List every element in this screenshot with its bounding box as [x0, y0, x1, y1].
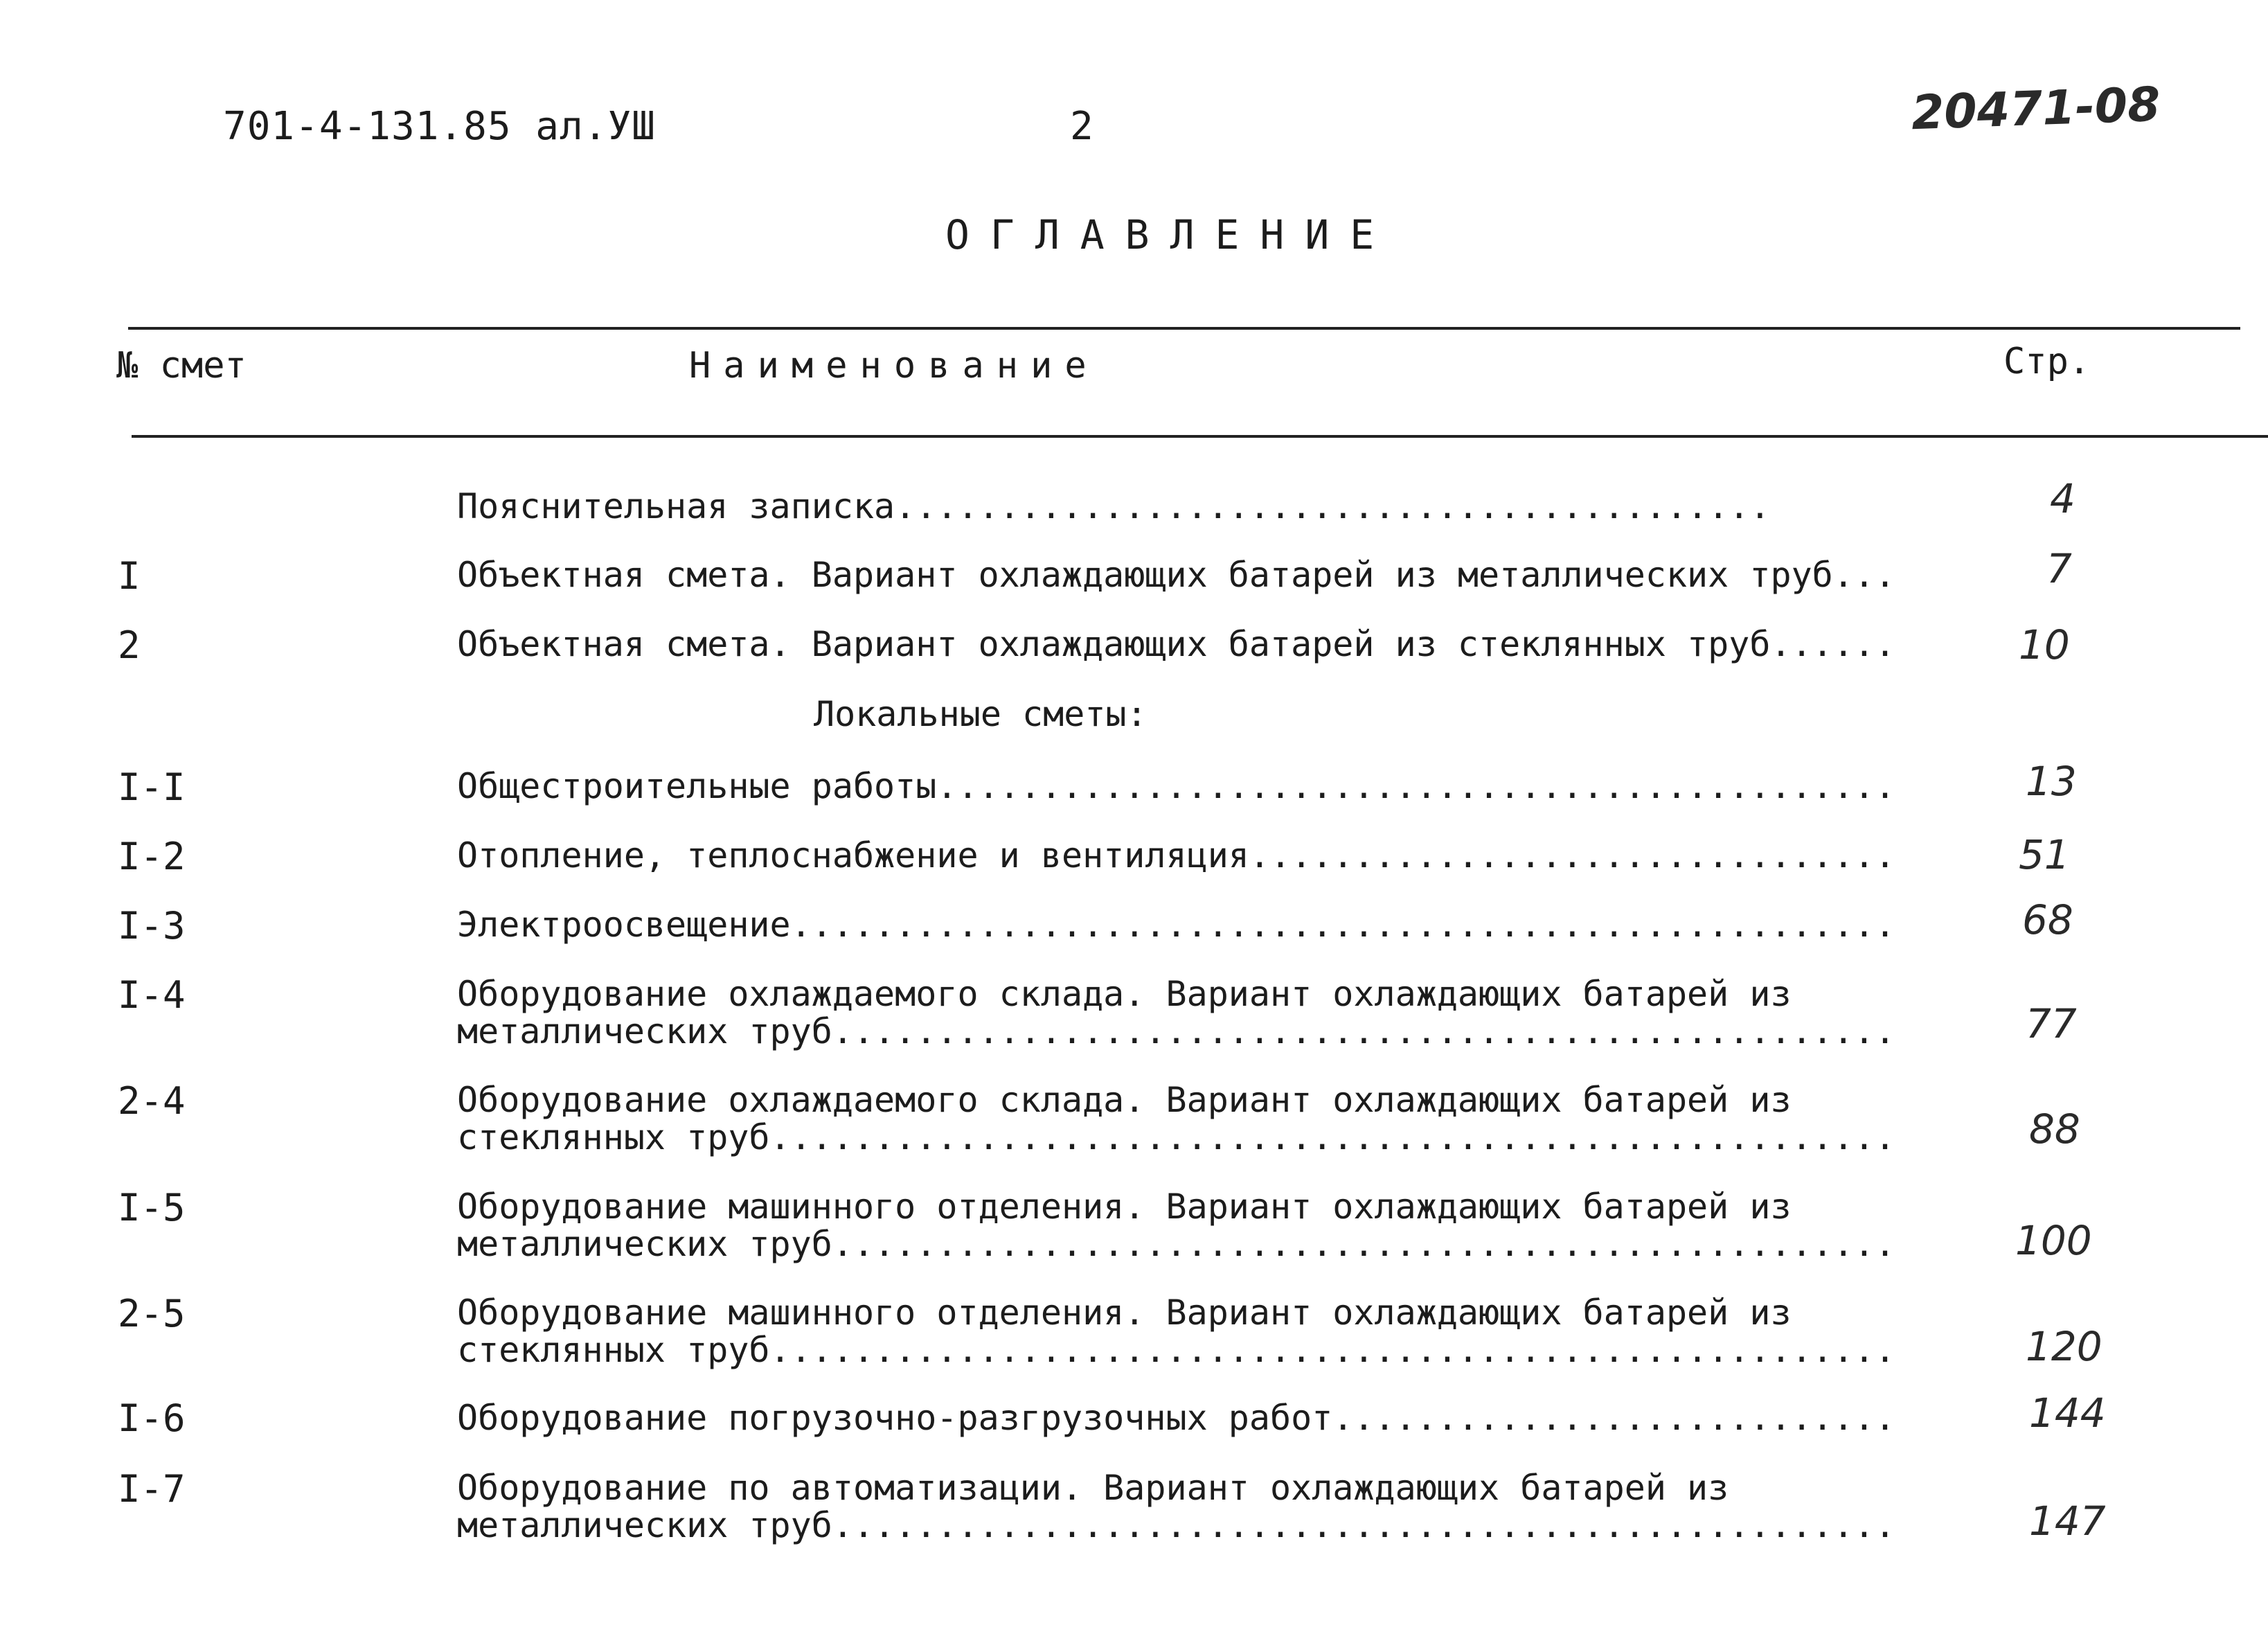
entry-title-cont: металлических труб................................................... [457, 1505, 1896, 1545]
entry-title: Объектная смета. Вариант охлаждающих батарей из стеклянных труб...... [457, 624, 1896, 664]
entry-number: I-2 [118, 835, 186, 878]
entry-title: Оборудование охлаждаемого склада. Вариант охлаждающих батарей из [457, 1080, 1792, 1120]
entry-number: I-6 [118, 1396, 186, 1440]
entry-page: 100 [2015, 1217, 2092, 1264]
entry-title: Оборудование охлаждаемого склада. Вариант охлаждающих батарей из [457, 974, 1792, 1014]
entry-number: 2-5 [118, 1292, 186, 1335]
column-header-page: Стр. [2003, 341, 2091, 382]
entry-number: I-5 [118, 1186, 186, 1229]
entry-number: I-4 [118, 973, 186, 1017]
entry-title-cont: металлических труб................................................... [457, 1011, 1896, 1051]
entry-title: Электроосвещение..................................................... [457, 905, 1896, 945]
header-rule-bottom [132, 435, 2268, 438]
header-rule-top [128, 327, 2240, 330]
entry-page: 4 [2050, 475, 2075, 522]
entry-page: 144 [2029, 1389, 2106, 1437]
entry-title: Пояснительная записка.......................................... [457, 486, 1771, 526]
column-header-name: Наименование [689, 345, 1099, 387]
page-title: ОГЛАВЛЕНИЕ [945, 211, 1395, 258]
entry-number: I-7 [118, 1467, 186, 1511]
entry-title: Общестроительные работы.............................................. [457, 766, 1896, 806]
entry-number: I-3 [118, 904, 186, 948]
entry-page: 88 [2029, 1105, 2080, 1153]
entry-page: 147 [2029, 1498, 2106, 1545]
page-number: 2 [1070, 104, 1093, 149]
column-header-number: № смет [116, 345, 247, 387]
handwritten-code: 20471-08 [1910, 77, 2161, 141]
entry-page: 51 [2019, 831, 2070, 878]
entry-title-cont: стеклянных труб...................................................... [457, 1330, 1896, 1370]
entry-page: 77 [2026, 1000, 2077, 1047]
entry-title-cont: стеклянных труб...................................................... [457, 1117, 1896, 1157]
entry-title: Оборудование по автоматизации. Вариант охлаждающих батарей из [457, 1468, 1729, 1508]
entry-page: 10 [2019, 621, 2070, 668]
entry-page: 120 [2026, 1323, 2102, 1370]
entry-page: 7 [2046, 545, 2072, 592]
entry-number: 2-4 [118, 1079, 186, 1123]
entry-title-cont: металлических труб................................................... [457, 1224, 1896, 1264]
entry-page: 68 [2022, 896, 2073, 943]
section-subheading: Локальные сметы: [814, 694, 1148, 734]
entry-title: Оборудование машинного отделения. Вариант охлаждающих батарей из [457, 1187, 1792, 1227]
entry-title: Оборудование машинного отделения. Вариант охлаждающих батарей из [457, 1293, 1792, 1333]
entry-title: Оборудование погрузочно-разгрузочных работ........................... [457, 1398, 1896, 1438]
entry-title: Объектная смета. Вариант охлаждающих батарей из металлических труб... [457, 555, 1896, 595]
entry-number: 2 [118, 623, 141, 667]
document-code: 701-4-131.85 ал.УШ [223, 104, 656, 149]
entry-page: 13 [2026, 758, 2077, 805]
entry-number: I-I [118, 765, 186, 809]
entry-title: Отопление, теплоснабжение и вентиляция............................... [457, 835, 1896, 876]
entry-number: I [118, 554, 141, 598]
